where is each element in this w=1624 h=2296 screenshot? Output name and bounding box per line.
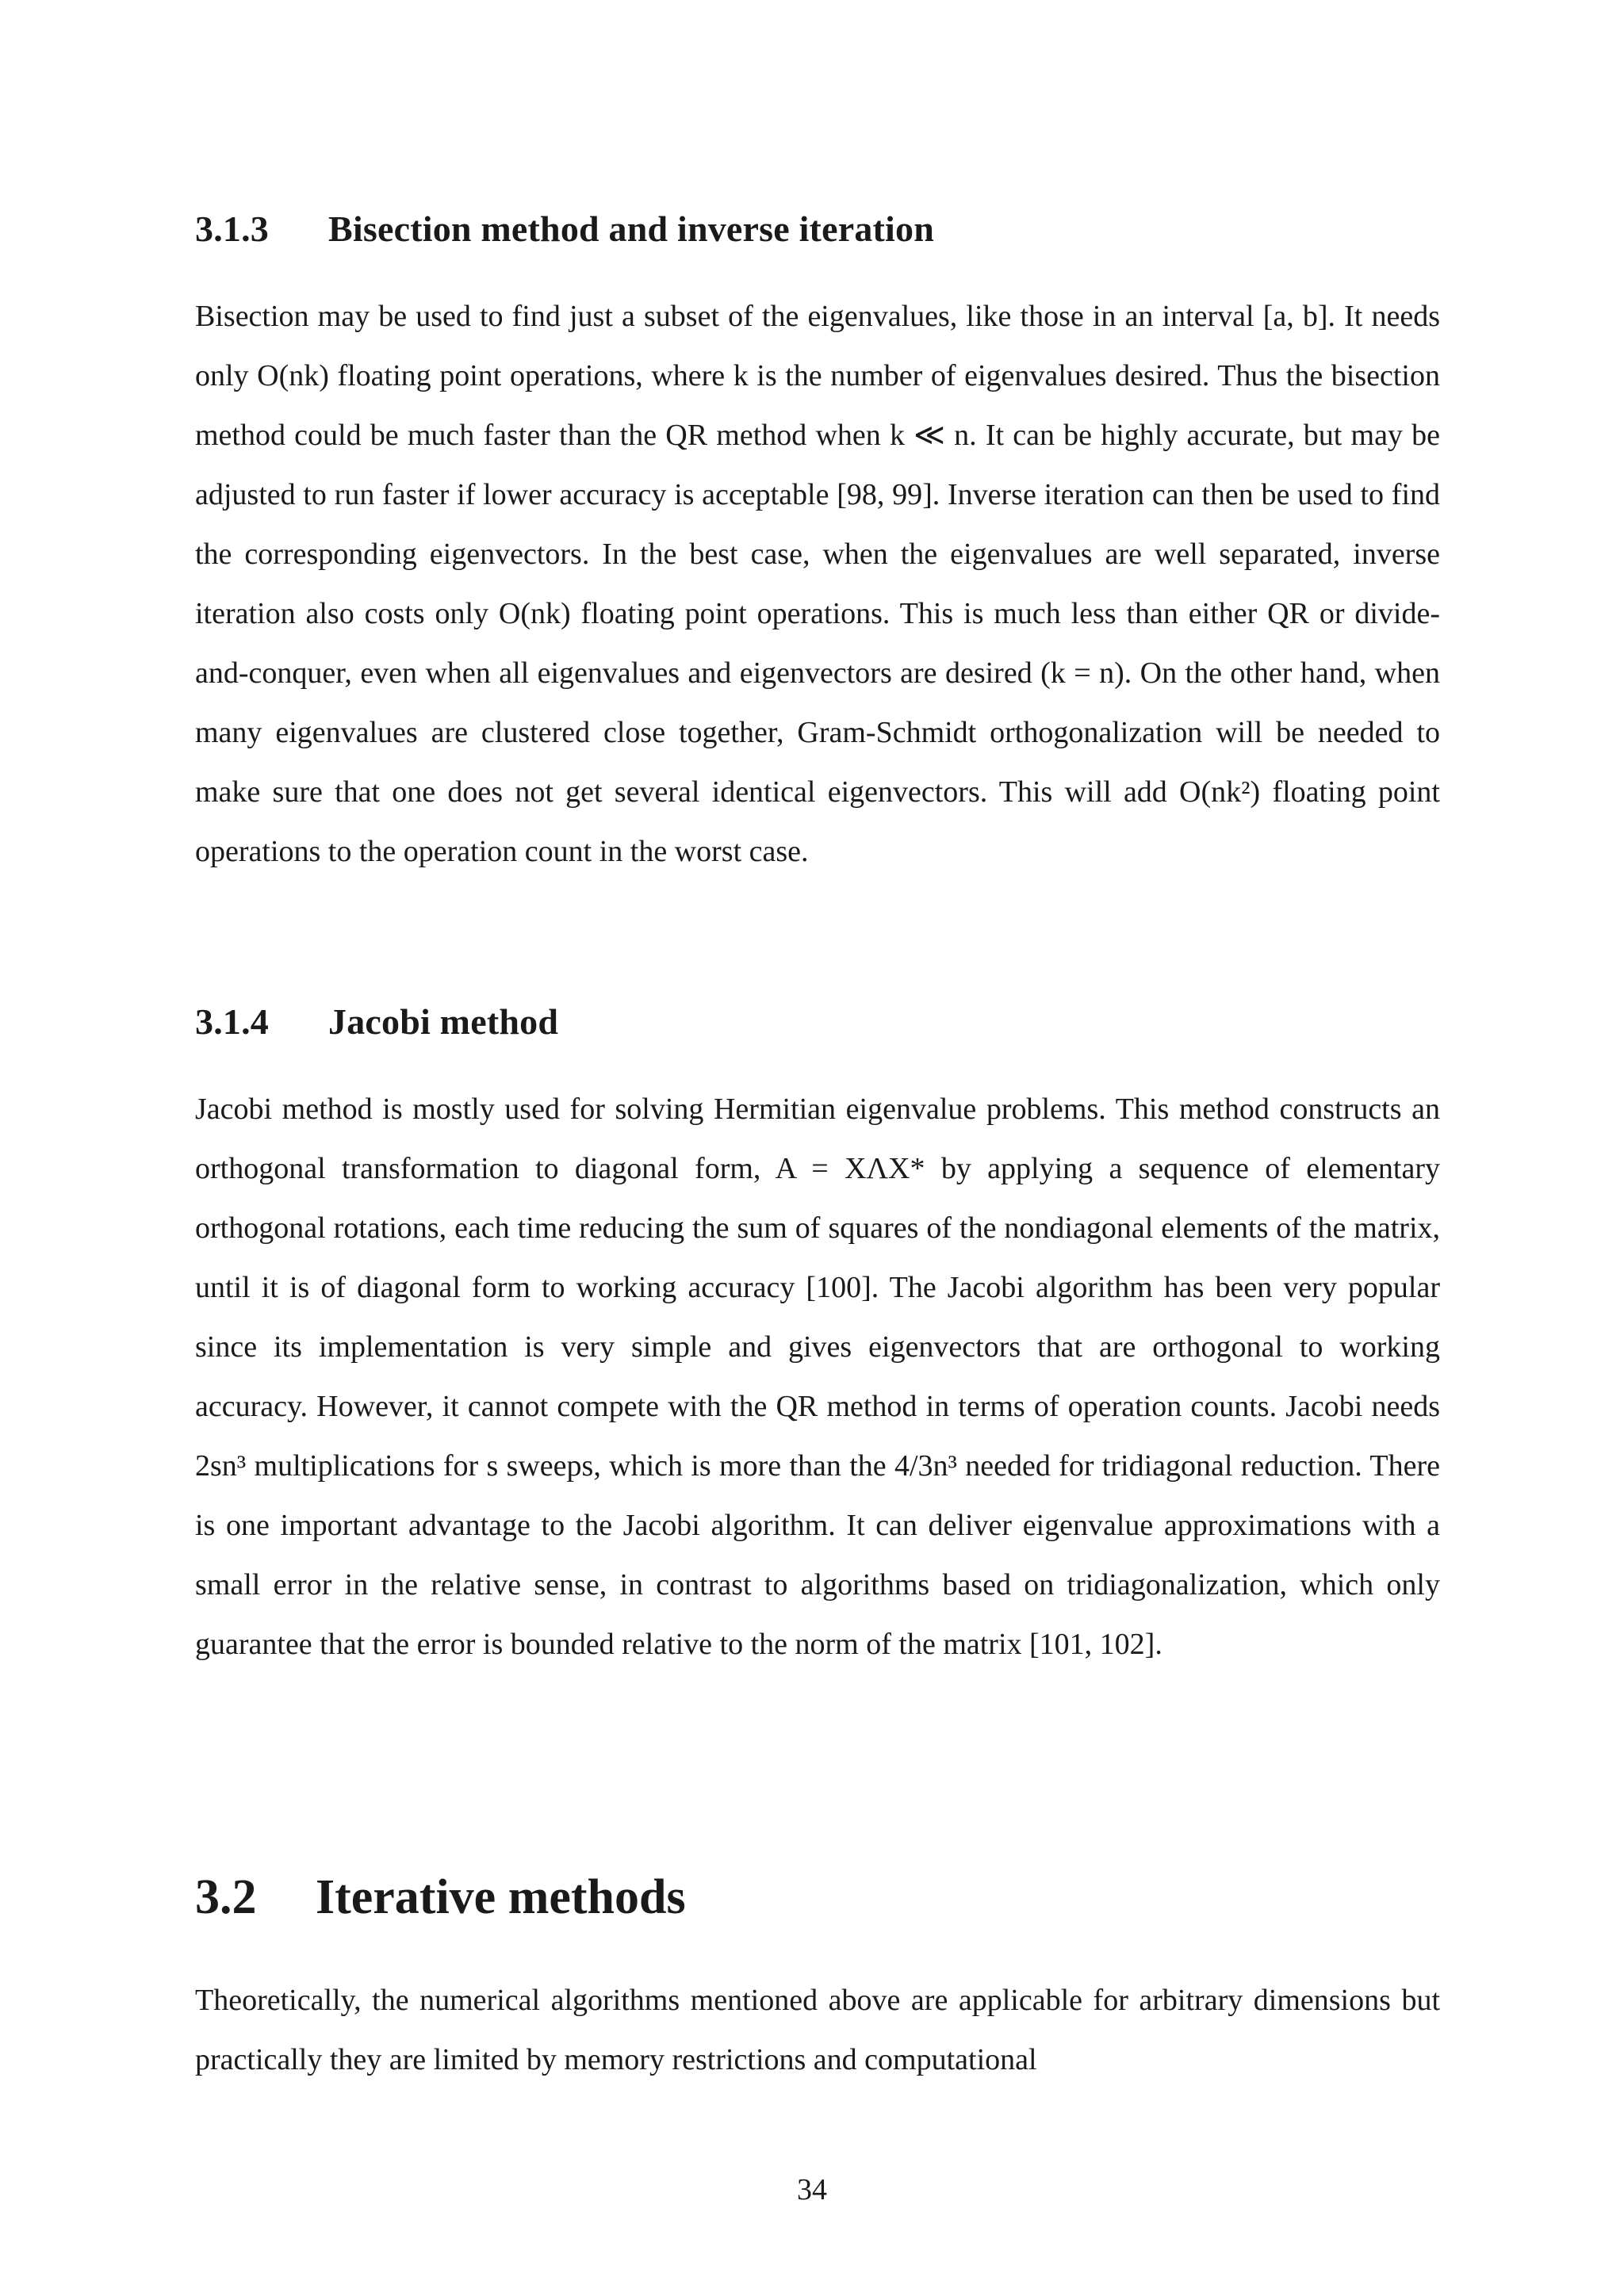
subsection-heading-3-1-3 xyxy=(195,208,1440,250)
paragraph-text: Theoretically, the numerical algorithms mentioned above are applicable for arbitrary dimensions but practically they are limited by memory restrictions and computational xyxy=(195,1984,1440,2076)
paragraph-jacobi xyxy=(195,1080,1440,1674)
page-number: 34 xyxy=(797,2173,827,2206)
paragraph-iterative xyxy=(195,1971,1440,2090)
paragraph-bisection xyxy=(195,287,1440,882)
paragraph-text: Bisection may be used to find just a subset of the eigenvalues, like those in an interval [a, b]. It needs only O(nk) floating point operations, where k is the number of eigenvalues desired. Thus the bisection method could be much faster than the QR method when k ≪ n. It can be highly accurate, but may be adjusted to run faster if lower accuracy is acceptable [98, 99]. Inverse iteration can then be used to find the corresponding eigenvectors. In the best case, when the eigenvalues are well separated, inverse iteration also costs only O(nk) floating point operations. This is much less than either QR or divide-and-conquer, even when all eigenvalues and eigenvectors are desired (k = n). On the other hand, when many eigenvalues are clustered close together, Gram-Schmidt orthogonalization will be needed to make sure that one does not get several identical eigenvectors. This will add O(nk²) floating point operations to the operation count in the worst case. xyxy=(195,300,1440,868)
paragraph-text: Jacobi method is mostly used for solving Hermitian eigenvalue problems. This method constructs an orthogonal transformation to diagonal form, A = XΛX* by applying a sequence of elementary orthogonal rotations, each time reducing the sum of squares of the nondiagonal elements of the matrix, until it is of diagonal form to working accuracy [100]. The Jacobi algorithm has been very popular since its implementation is very simple and gives eigenvectors that are orthogonal to working accuracy. However, it cannot compete with the QR method in terms of operation counts. Jacobi needs 2sn³ multiplications for s sweeps, which is more than the 4/3n³ needed for tridiagonal reduction. There is one important advantage to the Jacobi algorithm. It can deliver eigenvalue approximations with a small error in the relative sense, in contrast to algorithms based on tridiagonalization, which only guarantee that the error is bounded relative to the norm of the matrix [101, 102]. xyxy=(195,1093,1440,1661)
subsection-heading-3-1-4 xyxy=(195,1001,1440,1043)
section-number: 3.1.3 xyxy=(195,209,269,249)
section-number: 3.1.4 xyxy=(195,1001,269,1042)
section-title: Bisection method and inverse iteration xyxy=(328,209,934,249)
section-number: 3.2 xyxy=(195,1870,257,1924)
section-title: Jacobi method xyxy=(328,1001,559,1042)
section-heading-3-2 xyxy=(195,1869,1440,1926)
section-title: Iterative methods xyxy=(316,1870,686,1924)
